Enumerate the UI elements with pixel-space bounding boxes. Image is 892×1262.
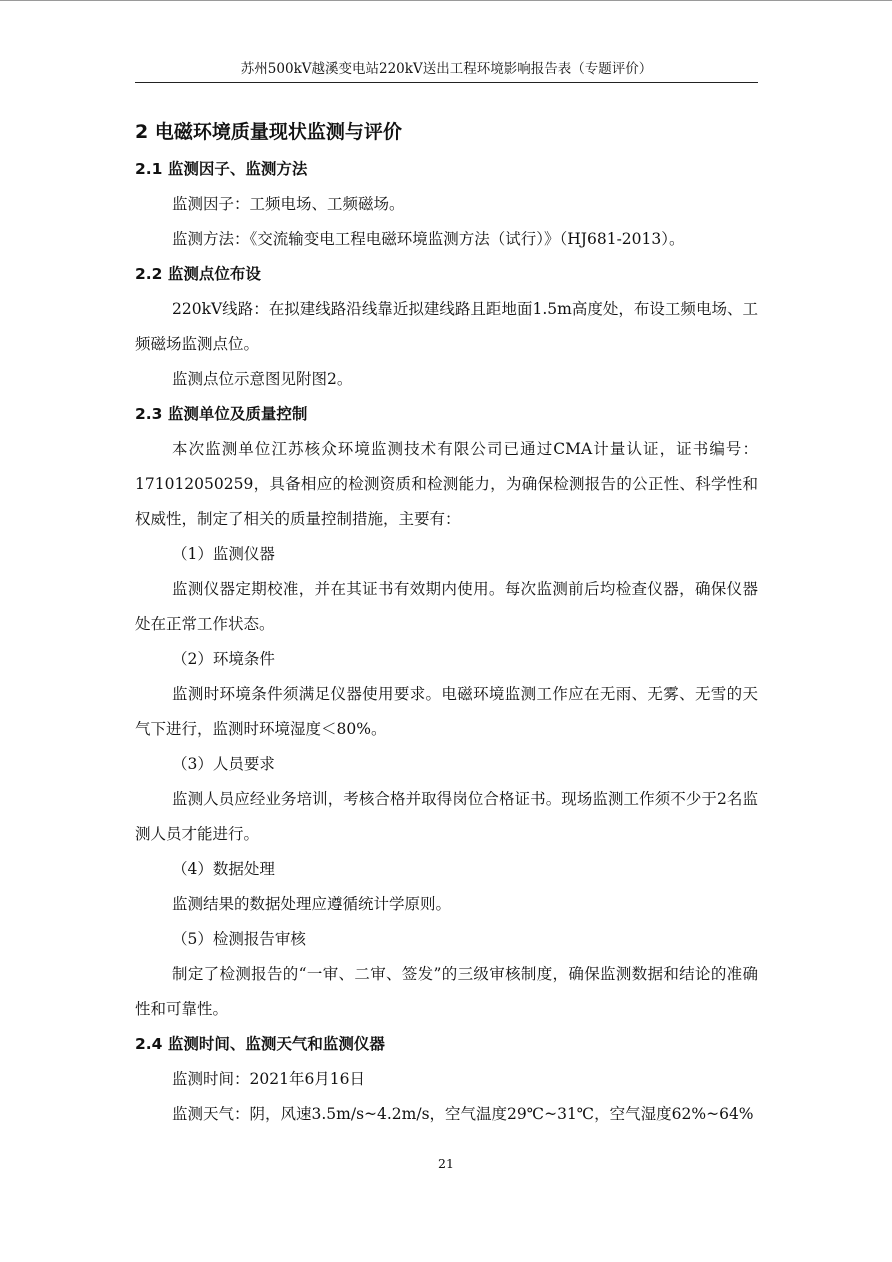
monitoring-time: 监测时间：2021年6月16日 bbox=[172, 1070, 366, 1088]
qc-item-text: 监测结果的数据处理应遵循统计学原则。 bbox=[172, 895, 452, 913]
qc-intro: 本次监测单位江苏核众环境监测技术有限公司已通过CMA计量认证，证书编号：171012050259，具备相应的检测资质和检测能力，为确保检测报告的公正性、科学性和权威性，制定了相关的质量控制措施，主要有： bbox=[135, 440, 758, 528]
document-body bbox=[135, 112, 758, 1132]
running-header: 苏州500kV越溪变电站220kV送出工程环境影响报告表（专题评价） bbox=[240, 61, 653, 77]
section-2-3-title: 2.3 监测单位及质量控制 bbox=[135, 405, 308, 423]
page-top-border bbox=[0, 0, 892, 1]
page-number: 21 bbox=[438, 1156, 454, 1171]
qc-item-text: 监测时环境条件须满足仪器使用要求。电磁环境监测工作应在无雨、无雾、无雪的天气下进行，监测时环境湿度＜80%。 bbox=[135, 685, 758, 738]
qc-item-heading: （5）检测报告审核 bbox=[172, 930, 306, 948]
qc-item-text: 监测人员应经业务培训，考核合格并取得岗位合格证书。现场监测工作须不少于2名监测人员才能进行。 bbox=[135, 790, 758, 843]
qc-item-heading: （3）人员要求 bbox=[172, 755, 275, 773]
section-2-title: 2 电磁环境质量现状监测与评价 bbox=[135, 121, 402, 143]
qc-item-text: 制定了检测报告的“一审、二审、签发”的三级审核制度，确保监测数据和结论的准确性和可靠性。 bbox=[135, 965, 758, 1018]
monitoring-factors: 监测因子：工频电场、工频磁场。 bbox=[172, 195, 405, 213]
line-monitoring-points: 220kV线路：在拟建线路沿线靠近拟建线路且距地面1.5m高度处，布设工频电场、工频磁场监测点位。 bbox=[135, 300, 758, 353]
section-2-4-title: 2.4 监测时间、监测天气和监测仪器 bbox=[135, 1035, 385, 1053]
qc-item-heading: （1）监测仪器 bbox=[172, 545, 275, 563]
figure-reference: 监测点位示意图见附图2。 bbox=[172, 370, 353, 388]
section-2-1-title: 2.1 监测因子、监测方法 bbox=[135, 160, 308, 178]
monitoring-weather: 监测天气：阴，风速3.5m/s~4.2m/s，空气温度29℃~31℃，空气湿度62%~64% bbox=[172, 1105, 754, 1123]
qc-item-heading: （2）环境条件 bbox=[172, 650, 275, 668]
section-2-2-title: 2.2 监测点位布设 bbox=[135, 265, 261, 283]
qc-item-text: 监测仪器定期校准，并在其证书有效期内使用。每次监测前后均检查仪器，确保仪器处在正常工作状态。 bbox=[135, 580, 758, 633]
monitoring-method: 监测方法：《交流输变电工程电磁环境监测方法（试行）》（HJ681-2013）。 bbox=[172, 230, 685, 248]
qc-item-heading: （4）数据处理 bbox=[172, 860, 275, 878]
header-rule bbox=[135, 82, 758, 83]
